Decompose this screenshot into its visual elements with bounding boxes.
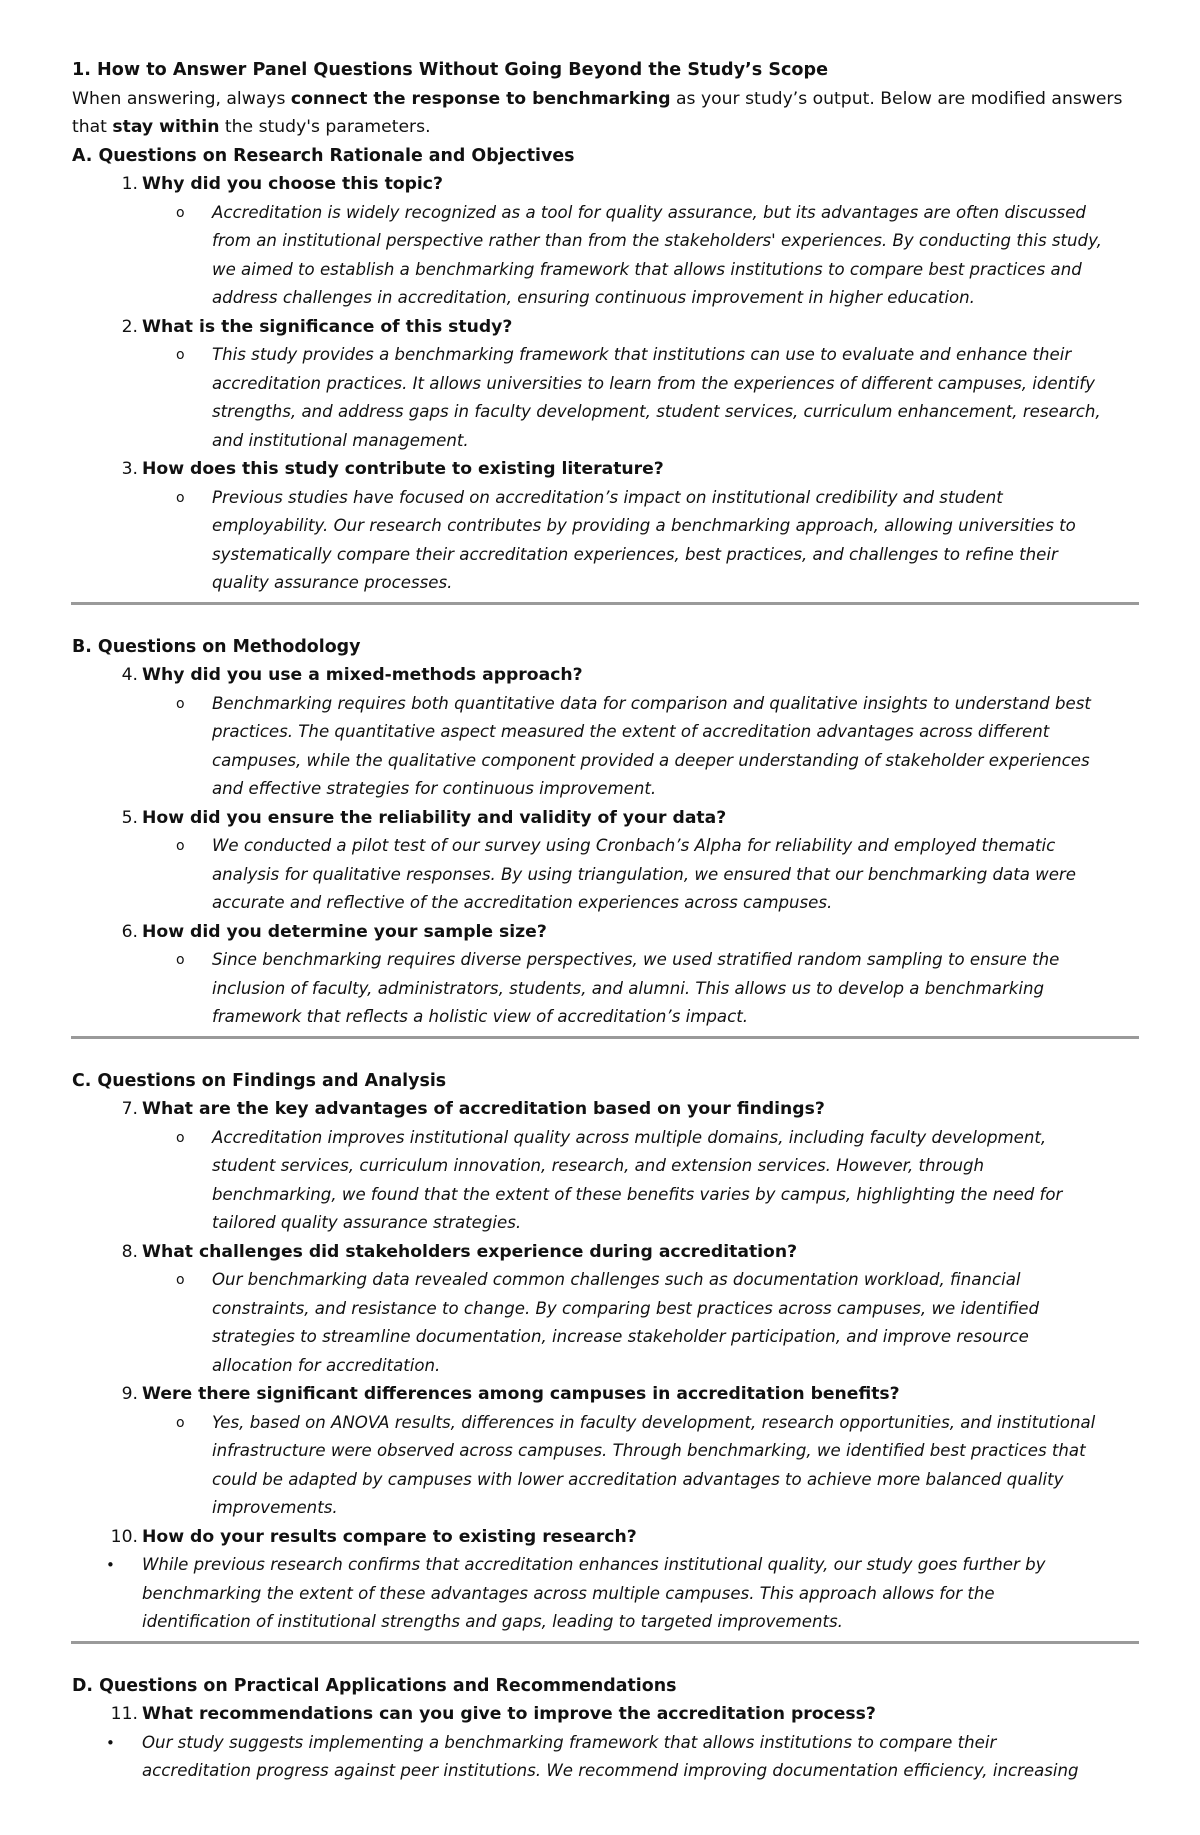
answer-10 — [106, 1551, 1104, 1637]
intro-bold-2: stay within — [112, 117, 220, 137]
section-title-b: B. Questions on Methodology — [72, 636, 361, 657]
question-2 — [72, 313, 1140, 342]
answer-text: Accreditation is widely recognized as a tool for quality assurance, but its advantages are often discussed from an institutional perspective rather than from the stakeholders' experiences. By conducting this study, we aimed to establish a benchmarking framework that allows institutions to compare best practices and address challenges in accreditation, ensuring continuous improvement in higher education. — [212, 202, 1102, 307]
question-number: 9. — [121, 1384, 138, 1404]
question-text: Why did you choose this topic? — [142, 174, 443, 194]
question-number: 1. — [121, 174, 138, 194]
answer-text: Benchmarking requires both quantitative data for comparison and qualitative insights to understand best practices. The quantitative aspect measured the extent of accreditation advantages across different campuses, while the qualitative component provided a deeper understanding of stakeholder experiences and effective strategies for continuous improvement. — [212, 693, 1091, 798]
question-number: 11. — [110, 1704, 138, 1724]
question-number: 8. — [121, 1241, 138, 1262]
answer-text: Our study suggests implementing a benchmarking framework that allows institutions to compare their accreditation progress against peer institutions. We recommend improving documentation efficiency, increasing — [142, 1732, 1079, 1780]
section-title-d: D. Questions on Practical Applications and Recommendations — [72, 1675, 677, 1696]
intro-bold-1: connect the response to benchmarking — [290, 88, 671, 109]
answer-text: Since benchmarking requires diverse perspectives, we used stratified random sampling to ensure the inclusion of faculty, administrators, students, and alumni. This allows us to develop a benchmarking framework that reflects a holistic view of accreditation’s impact. — [212, 950, 1060, 1026]
sub-bullet-icon: o — [176, 1129, 185, 1146]
section-title-c: C. Questions on Findings and Analysis — [72, 1070, 447, 1091]
question-number: 2. — [121, 316, 138, 337]
question-text: How do your results compare to existing research? — [142, 1526, 637, 1547]
question-text: What is the significance of this study? — [142, 316, 513, 337]
section-title-a: A. Questions on Research Rationale and Objectives — [72, 145, 575, 166]
answer-1 — [176, 199, 1104, 313]
answer-text: Accreditation improves institutional quality across multiple domains, including faculty development, student services, curriculum innovation, research, and extension services. However, through benchmarking, we found that the extent of these benefits varies by campus, highlighting the need for tailored quality assurance strategies. — [212, 1127, 1063, 1232]
question-number: 4. — [121, 665, 138, 685]
sub-bullet-icon: o — [176, 695, 185, 712]
answer-7 — [176, 1124, 1104, 1238]
question-number: 3. — [121, 459, 138, 479]
question-number: 10. — [110, 1526, 138, 1547]
answer-8 — [176, 1266, 1104, 1380]
question-text: How does this study contribute to existing literature? — [142, 459, 664, 479]
bullet-dot-icon: • — [106, 1733, 115, 1752]
answer-2 — [176, 341, 1104, 455]
sub-bullet-icon: o — [176, 838, 185, 854]
answer-text: While previous research confirms that accreditation enhances institutional quality, our study goes further by benchmarking the extent of these advantages across multiple campuses. This approach allows for the identification of institutional strengths and gaps, leading to targeted improvements. — [142, 1555, 1046, 1631]
sub-bullet-icon: o — [176, 1414, 185, 1431]
question-1 — [72, 170, 1140, 199]
question-text: What recommendations can you give to improve the accreditation process? — [142, 1704, 876, 1724]
question-7 — [72, 1095, 1140, 1124]
answer-text: Our benchmarking data revealed common challenges such as documentation workload, financial constraints, and resistance to change. By comparing best practices across campuses, we identified strategies to streamline documentation, increase stakeholder participation, and improve resource allocation for accreditation. — [212, 1270, 1039, 1375]
answer-6 — [176, 946, 1104, 1032]
question-6 — [72, 918, 1140, 947]
answer-9 — [176, 1409, 1104, 1523]
question-9 — [72, 1380, 1140, 1409]
question-number: 7. — [121, 1099, 138, 1119]
question-text: How did you determine your sample size? — [142, 921, 547, 942]
answer-text: We conducted a pilot test of our survey using Cronbach’s Alpha for reliability and employed thematic analysis for qualitative responses. By using triangulation, we ensured that our benchmarking data were accurate and reflective of the accreditation experiences across campuses. — [212, 836, 1076, 912]
sub-bullet-icon: o — [176, 347, 185, 363]
sub-bullet-icon: o — [176, 204, 185, 221]
horizontal-rule — [71, 602, 1139, 605]
question-4 — [72, 661, 1140, 690]
answer-text: Previous studies have focused on accreditation’s impact on institutional credibility and student employability. Our research contributes by providing a benchmarking approach, allowing universities to systematically compare their accreditation experiences, best practices, and challenges to refine their quality assurance processes. — [212, 487, 1076, 592]
question-5 — [72, 804, 1140, 833]
answer-text: Yes, based on ANOVA results, differences in faculty development, research opportunities, and institutional infrastructure were observed across campuses. Through benchmarking, we identified best practices that could be adapted by campuses with lower accreditation advantages to achieve more balanced quality improvements. — [212, 1412, 1096, 1517]
sub-bullet-icon: o — [176, 489, 185, 506]
question-text: What are the key advantages of accreditation based on your findings? — [142, 1099, 825, 1119]
answer-4 — [176, 690, 1104, 804]
question-8 — [72, 1238, 1140, 1267]
question-text: Why did you use a mixed-methods approach? — [142, 665, 583, 685]
intro-text-3: the study's parameters. — [219, 117, 431, 137]
intro-paragraph — [72, 85, 1140, 142]
answer-text: This study provides a benchmarking framework that institutions can use to evaluate and enhance their accreditation practices. It allows universities to learn from the experiences of different campuses, identify strengths, and address gaps in faculty development, student services, curriculum enhancement, research, and institutional management. — [212, 345, 1101, 450]
question-11 — [72, 1700, 1140, 1729]
answer-11 — [106, 1729, 1104, 1786]
sub-bullet-icon: o — [176, 952, 185, 968]
question-number: 5. — [121, 807, 138, 828]
answer-3 — [176, 484, 1104, 598]
horizontal-rule — [71, 1036, 1139, 1039]
intro-text-2: as your study’s output. Below are modified answers that — [72, 88, 1123, 137]
question-number: 6. — [121, 921, 138, 942]
horizontal-rule — [71, 1641, 1139, 1644]
question-3 — [72, 455, 1140, 484]
question-text: Were there significant differences among campuses in accreditation benefits? — [142, 1384, 900, 1404]
answer-5 — [176, 832, 1104, 918]
document-title: 1. How to Answer Panel Questions Without Going Beyond the Study’s Scope — [72, 60, 829, 80]
question-10 — [72, 1523, 1140, 1552]
question-text: What challenges did stakeholders experience during accreditation? — [142, 1241, 798, 1262]
intro-text-1: When answering, always — [72, 88, 291, 109]
sub-bullet-icon: o — [176, 1272, 185, 1288]
bullet-dot-icon: • — [106, 1556, 115, 1574]
question-text: How did you ensure the reliability and validity of your data? — [142, 807, 727, 828]
